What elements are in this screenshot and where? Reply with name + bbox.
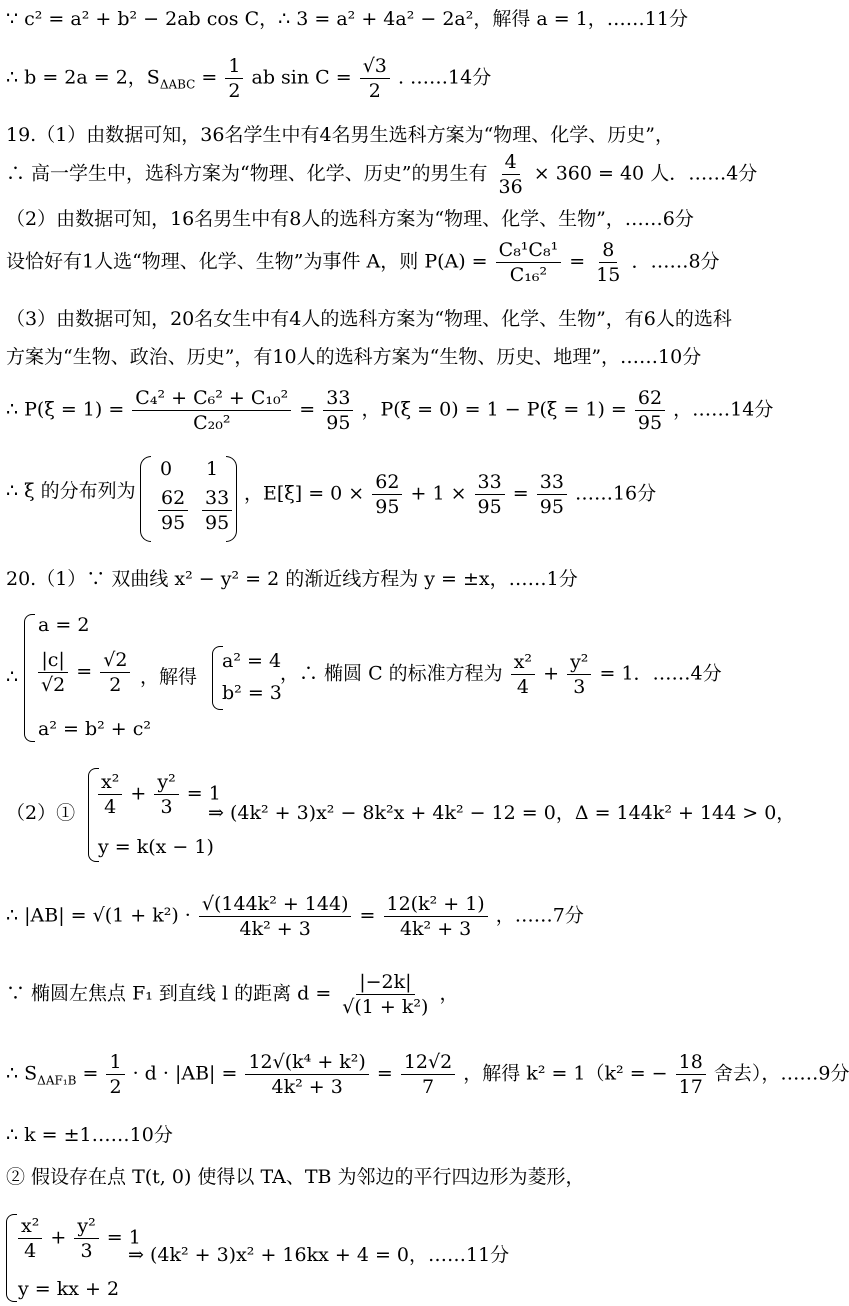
frac-c8c8: $\frac{\text{C₈¹C₈¹}}{\text{C₁₆²}}$ [496, 238, 562, 287]
line-10-label: ∴ ξ 的分布列为 [6, 480, 136, 502]
frac-half: $\frac{1}{2}$ [225, 54, 243, 103]
system-1-line-2: $\frac{|c|}{√2}$ = $\frac{√2}{2}$ [36, 648, 132, 697]
line-5: （2）由数据可知，16名男生中有8人的选科方案为“物理、化学、生物”，……6分 [6, 208, 694, 230]
frac-8-15: $\frac{8}{15}$ [596, 239, 621, 286]
line-12-rest [280, 650, 722, 699]
line-2-a: ∴ b = 2a = 2，S [6, 66, 160, 89]
line-14-a: ∴ |AB| = √(1 + k²) · [6, 904, 197, 927]
line-15-a: ∵ 椭圆左焦点 F₁ 到直线 l 的距离 d = [6, 982, 338, 1005]
matrix-top-1: 1 [206, 458, 219, 480]
line-15-b: ， [439, 982, 459, 1005]
line-6-a: 设恰好有1人选“物理、化学、生物”为事件 A，则 P(A) = [6, 250, 494, 273]
frac-62-95-b: $\frac{62}{95}$ [372, 470, 402, 519]
line-12-b: ，∴ 椭圆 C 的标准方程为 [280, 662, 503, 685]
line-4-b: × 360 = 40 人．……4分 [533, 162, 758, 185]
frac-33-95-a: $\frac{33}{95}$ [323, 386, 353, 435]
line-13-eq: ⇒ (4k² + 3)x² − 8k²x + 4k² − 12 = 0，Δ = 144k² + 144 > 0， [208, 802, 796, 824]
line-12-c: + [543, 662, 566, 685]
line-4 [6, 150, 757, 199]
line-2-e: . ……14分 [397, 66, 492, 89]
frac-csum: $\frac{\text{C₄² + C₆² + C₁₀²}}{\text{C₂₀²}}$ [132, 386, 291, 435]
line-14 [6, 892, 584, 941]
frac-y2-3: $\frac{\text{y²}}{3}$ [567, 650, 591, 699]
line-15 [6, 970, 459, 1019]
line-7: （3）由数据可知，20名女生中有4人的选科方案为“物理、化学、生物”，有6人的选科 [6, 308, 732, 330]
line-2-d: ab sin C = [251, 66, 358, 89]
frac-ab2: $\frac{\text{12(k² + 1)}}{\text{4k² + 3}}$ [384, 892, 488, 941]
line-18: ② 假设存在点 T(t, 0) 使得以 TA、TB 为邻边的平行四边形为菱形， [6, 1166, 585, 1188]
line-16-g: 舍去），……9分 [713, 1062, 849, 1085]
system-4-line-2: y = kx + 2 [18, 1278, 120, 1300]
line-10-c: + 1 × [410, 482, 473, 505]
system-3-line-2: y = k(x − 1) [98, 836, 214, 858]
frac-sqrt3-2: $\frac{√3}{2}$ [360, 54, 390, 103]
frac-dist: $\frac{|-2k|}{\text{√(1 + k²)}}$ [342, 971, 429, 1018]
matrix-frac-62-95: $\frac{62}{95}$ [156, 486, 190, 535]
line-10-b: ，E[ξ] = 0 × [244, 482, 371, 505]
matrix-frac-33-95: $\frac{33}{95}$ [200, 486, 234, 535]
line-16-d: · d · |AB| = [132, 1062, 244, 1085]
line-9-d: ，……14分 [673, 398, 774, 421]
line-4-a: ∴ 高一学生中，选科方案为“物理、化学、历史”的男生有 [6, 162, 488, 185]
line-2 [6, 54, 491, 103]
line-9-c: ，P(ξ = 0) = 1 − P(ξ = 1) = [361, 398, 633, 421]
line-10-e: ……16分 [574, 482, 657, 505]
system-1-brace [24, 614, 35, 742]
line-6 [6, 238, 720, 287]
therefore-sym: ∴ [6, 666, 19, 688]
line-16-a: ∴ S [6, 1062, 38, 1085]
matrix-paren-left [140, 456, 151, 542]
frac-4-36: $\frac{4}{36}$ [498, 151, 523, 198]
line-17: ∴ k = ±1……10分 [6, 1124, 173, 1146]
frac-62-95-a: $\frac{62}{95}$ [635, 386, 665, 435]
matrix-paren-right [226, 456, 237, 542]
line-2-sub: ΔABC [159, 77, 196, 92]
system-2-line-1: a² = 4 [222, 650, 282, 672]
line-16-c: = [76, 1062, 105, 1085]
line-3: 19.（1）由数据可知，36名学生中有4名男生选科方案为“物理、化学、历史”， [6, 124, 674, 146]
line-11: 20.（1）∵ 双曲线 x² − y² = 2 的渐近线方程为 y = ±x，……1分 [6, 568, 578, 590]
frac-33-95-b: $\frac{33}{95}$ [475, 470, 505, 519]
frac-ab1: $\frac{\text{√(144k² + 144)}}{\text{4k² + 3}}$ [199, 892, 352, 941]
line-9 [6, 386, 773, 435]
line-10-d: = [512, 482, 535, 505]
frac-s1: $\frac{\text{12√(k⁴ + k²)}}{\text{4k² + 3}}$ [245, 1050, 368, 1099]
line-2-c: = [195, 66, 224, 89]
line-10-expect [244, 470, 656, 519]
line-14-b: = [359, 904, 382, 927]
frac-s2: $\frac{12√2}{7}$ [401, 1050, 455, 1099]
matrix-top-0: 0 [160, 458, 173, 480]
line-12-solve: ，解得 [140, 666, 198, 688]
line-6-b: = [569, 250, 592, 273]
line-8: 方案为“生物、政治、历史”，有10人的选科方案为“生物、历史、地理”，……10分 [6, 346, 702, 368]
frac-half-b: $\frac{1}{2}$ [106, 1050, 124, 1099]
line-16-f: ，解得 k² = 1（k² = − [463, 1062, 668, 1085]
line-16-sub: ΔAF₁B [37, 1073, 77, 1088]
line-9-a: ∴ P(ξ = 1) = [6, 398, 131, 421]
line-14-c: ，……7分 [495, 904, 584, 927]
line-12-d: = 1．……4分 [599, 662, 722, 685]
line-16-e: = [376, 1062, 399, 1085]
frac-18-17: $\frac{18}{17}$ [676, 1050, 706, 1099]
system-3-line-1: $\frac{\text{x²}}{4}$ + $\frac{\text{y²}}{3}$ = 1 [96, 770, 221, 819]
line-13-label: （2）① [6, 802, 76, 824]
line-9-b: = [299, 398, 322, 421]
frac-33-95-c: $\frac{33}{95}$ [537, 470, 567, 519]
system-4-line-1: $\frac{\text{x²}}{4}$ + $\frac{\text{y²}}{3}$ = 1 [16, 1214, 141, 1263]
frac-x2-4: $\frac{\text{x²}}{4}$ [511, 650, 535, 699]
line-19-eq: ⇒ (4k² + 3)x² + 16kx + 4 = 0，……11分 [128, 1244, 510, 1266]
line-1: ∵ c² = a² + b² − 2ab cos C，∴ 3 = a² + 4a² − 2a²，解得 a = 1，……11分 [6, 8, 688, 30]
line-16 [6, 1050, 849, 1099]
system-1-line-3: a² = b² + c² [38, 718, 151, 740]
system-2-line-2: b² = 3 [222, 682, 282, 704]
line-6-c: ．……8分 [631, 250, 720, 273]
system-1-line-1: a = 2 [38, 614, 90, 636]
